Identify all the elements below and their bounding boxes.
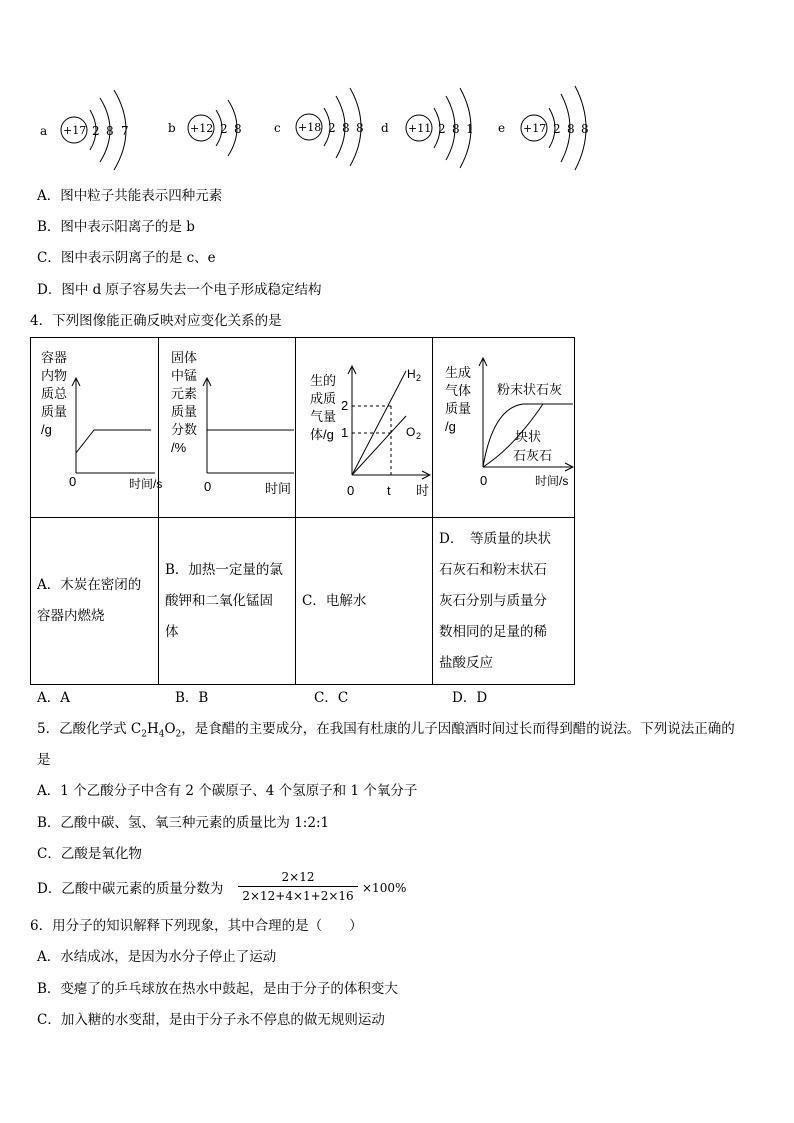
atom-c-shell-2: 8 [342,121,350,135]
q5-stem-part-1: 5．乙酸化学式 C [37,721,142,737]
atom-c-shell-1: 2 [328,121,336,135]
graph-c-ylabel-2: 成质 [310,391,337,406]
q3-option-b: B．图中表示阳离子的是 b [37,219,195,235]
graph-b [159,338,294,513]
atom-c-nucleus: +18 [298,121,322,134]
graph-c-o2-sub: 2 [416,431,422,441]
graph-b-ylabel-5: 分数 [171,422,198,437]
graph-c-h2-label: H [407,367,416,381]
graph-c-h2-line [352,371,406,475]
desc-b-line-1: B．加热一定量的氯 [165,561,283,578]
atom-e-letter: e [498,121,506,135]
q4-answer-b: B．B [175,690,209,706]
graph-d [433,338,573,513]
atom-a-letter: a [40,124,48,138]
q5-sub-2: 4 [158,729,165,740]
atom-structure-diagrams [30,80,610,180]
q4-answer-a: A．A [37,690,70,706]
q4-graph-table [30,337,574,681]
graph-c-h2-sub: 2 [416,373,422,383]
graph-d-slow-label-1: 块状 [515,429,542,444]
q4-stem: 4．下列图像能正确反映对应变化关系的是 [30,313,282,329]
graph-c-xlabel: 时 [416,483,430,498]
q4-answer-d: D．D [452,690,488,706]
graph-c-ylabel-1: 生的 [310,373,337,388]
q3-option-d: D．图中 d 原子容易失去一个电子形成稳定结构 [37,282,322,298]
desc-a [31,518,159,685]
atom-e-shell-1: 2 [553,122,561,136]
q5-percent: ×100% [362,881,407,895]
graph-d-origin: 0 [480,473,488,488]
atom-e-nucleus: +17 [523,122,547,135]
desc-a-line-1: A．木炭在密闭的 [37,577,142,593]
q5-option-c: C．乙酸是氧化物 [37,846,142,862]
graph-a-ylabel-3: 质总 [41,386,68,401]
graph-a-curve [76,430,151,453]
q6-option-b: B．变瘪了的乒乓球放在热水中鼓起，是由于分子的体积变大 [37,981,398,997]
desc-d-line-4: 数相同的足量的稀 [439,623,547,640]
atom-d-shell-1: 2 [438,122,446,136]
graph-b-ylabel-2: 中锰 [171,368,198,383]
q3-option-c: C．图中表示阴离子的是 c、e [37,250,216,266]
q6-option-c: C．加入糖的水变甜，是由于分子永不停息的做无规则运动 [37,1012,385,1028]
atom-b-shell-2: 8 [234,122,242,136]
atom-d-letter: d [381,121,389,135]
desc-d-line-3: 灰石分别与质量分 [439,592,547,609]
q5-fraction-numerator: 2×12 [238,870,358,887]
q3-option-a: A．图中粒子共能表示四种元素 [37,188,223,204]
graph-b-xlabel: 时间 [265,481,292,496]
q5-option-b: B．乙酸中碳、氢、氧三种元素的质量比为 1:2:1 [37,815,330,831]
graph-a-ylabel-5: /g [41,422,52,437]
graph-b-ylabel-3: 元素 [171,386,198,401]
q4-answer-c: C．C [314,690,349,706]
graph-a-ylabel-2: 内物 [41,368,68,383]
graph-c-o2-line [352,416,406,475]
q5-stem-part-3: O [164,721,176,737]
graph-c-origin: 0 [347,483,355,498]
graph-c-o2-label: O [406,425,416,439]
q5-fraction-denominator: 2×12+4×1+2×16 [242,889,354,903]
atom-e-shell-2: 8 [567,122,575,136]
graph-a-cell [31,338,163,518]
q5-option-d: D．乙酸中碳元素的质量分数为 [37,881,224,897]
desc-c-line-1: C．电解水 [302,592,367,609]
graph-c-ylabel-3: 气量 [310,409,337,424]
q5-fraction [238,870,358,903]
graph-b-ylabel-4: 质量 [171,404,198,419]
graph-a-ylabel-1: 容器 [41,350,68,365]
graph-a-origin: 0 [69,474,77,489]
graph-d-slow-label-2: 石灰石 [513,448,553,463]
atom-a-nucleus: +17 [63,124,87,137]
q5-stem-part-4: ，是食醋的主要成分，在我国有杜康的儿子因酿酒时间过长而得到醋的说法。下列说法正确的 [181,721,735,737]
graph-d-ylabel-4: /g [445,419,456,434]
graph-c-t: t [387,483,391,498]
q5-option-a: A．1 个乙酸分子中含有 2 个碳原子、4 个氢原子和 1 个氧分子 [37,783,418,799]
desc-d-line-2: 石灰石和粉末状石 [439,561,547,578]
graph-b-ylabel-1: 固体 [171,350,198,365]
q6-option-a: A．水结成冰，是因为水分子停止了运动 [37,949,277,965]
desc-b-line-3: 体 [165,623,179,640]
desc-d-line-1: D． 等质量的块状 [439,530,552,547]
atom-b-nucleus: +12 [190,122,214,135]
graph-a [31,338,163,513]
q6-stem: 6．用分子的知识解释下列现象，其中合理的是（ ） [30,918,363,934]
graph-a-ylabel-4: 质量 [41,404,68,419]
graph-d-ylabel-3: 质量 [445,401,472,416]
graph-c-ylabel-4: 体/g [310,427,334,442]
desc-d [433,518,575,685]
graph-c [296,338,431,513]
graph-d-fast-label: 粉末状石灰 [497,382,563,397]
graph-d-ylabel-1: 生成 [445,365,472,380]
atom-e-shell-3: 8 [581,122,589,136]
graph-c-cell [296,338,433,518]
graph-a-xlabel: 时间/s [129,477,163,491]
q5-sub-3: 2 [175,729,182,740]
atom-d-shell-3: 1 [466,122,474,136]
atom-b-shell-1: 2 [220,122,228,136]
atom-a-shell-2: 8 [106,124,114,138]
graph-b-cell [159,338,296,518]
q5-sub-1: 2 [141,729,147,740]
desc-d-line-5: 盐酸反应 [439,654,493,671]
graph-d-ylabel-2: 气体 [445,383,472,398]
desc-b [159,518,296,685]
atom-c-letter: c [274,121,281,135]
graph-b-origin: 0 [204,479,212,494]
q5-stem-part-2: H [146,721,159,737]
graph-c-tick-1: 1 [341,425,349,440]
graph-c-tick-2: 2 [341,398,349,413]
desc-a-line-2: 容器内燃烧 [37,608,105,624]
atom-c-shell-3: 8 [356,121,364,135]
graph-b-ylabel-6: /% [171,440,187,455]
atom-d-shell-2: 8 [452,122,460,136]
q5-stem [37,720,735,744]
atom-b-letter: b [168,121,176,135]
graph-d-xlabel: 时间/s [535,474,569,488]
q5-stem-continued: 是 [37,752,51,768]
atom-d-nucleus: +11 [408,122,432,135]
atom-a-shell-1: 2 [92,124,100,138]
desc-c [296,518,433,685]
atom-a-shell-3: 7 [121,124,129,138]
desc-b-line-2: 酸钾和二氧化锰固 [165,592,273,609]
graph-d-cell [433,338,575,518]
